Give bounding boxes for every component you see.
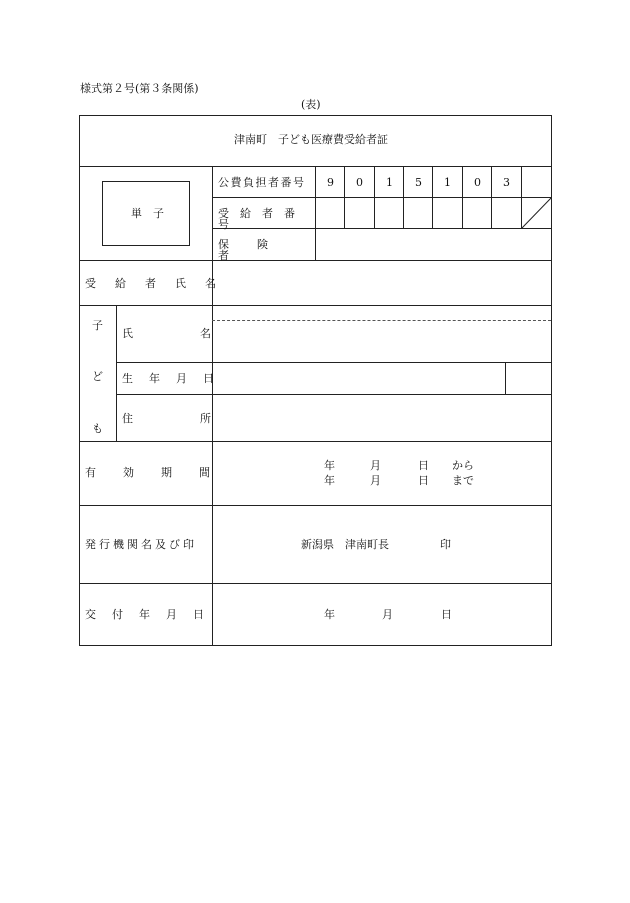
payer-digit: 1 [386,176,393,189]
issue-date-day: 日 [441,608,452,621]
row-divider [79,505,551,506]
child-column-divider [116,305,117,441]
side-label: (表) [301,98,321,111]
digit-divider [462,166,463,228]
table-border-bottom [79,645,551,646]
digit-divider [344,166,345,228]
issuer-label: 発行機関名及び印 [85,538,197,551]
row-divider [116,362,551,363]
digit-divider [491,166,492,228]
payer-digit: 0 [356,176,363,189]
table-border-right [551,115,552,646]
validity-from-suffix: から [452,459,474,472]
dashed-divider [212,320,551,321]
issue-date-year: 年 [324,608,335,621]
validity-to-day: 日 [418,474,429,487]
digit-divider [374,166,375,228]
issuer-name: 新潟県 津南町長 [301,538,389,551]
diagonal-strike [521,197,552,229]
child-name-label: 氏名 [122,327,278,340]
validity-from-month: 月 [370,459,381,472]
row-divider [79,260,551,261]
digit-divider [432,166,433,228]
label-column-divider [212,166,213,645]
child-label-char: ど [92,370,103,383]
child-label-char: も [92,422,103,435]
payer-digit: 0 [474,176,481,189]
row-divider [79,583,551,584]
payer-digit: 9 [327,176,334,189]
birth-date-divider [505,362,506,394]
table-border-left [79,115,80,645]
issuer-seal: 印 [440,538,451,551]
form-number: 様式第２号(第３条関係) [80,82,199,95]
table-border-top [79,115,551,116]
issue-date-month: 月 [382,608,393,621]
row-divider [116,394,551,395]
recipient-number-label: 受給者番号 [218,207,306,231]
birth-date-label: 生年月日 [122,372,230,385]
recipient-name-label: 受給者氏名 [85,277,235,290]
payer-digit: 5 [415,176,422,189]
validity-label: 有効期間 [85,466,237,479]
insurer-label: 保険者 [218,238,296,262]
address-label: 住所 [122,412,278,425]
validity-from-year: 年 [324,459,335,472]
row-divider [79,305,551,306]
row-divider [79,441,551,442]
validity-to-year: 年 [324,474,335,487]
payer-number-label: 公費負担者番号 [218,176,306,189]
child-label-char: 子 [92,319,103,332]
photo-box-label: 単 子 [131,207,164,220]
payer-digit: 3 [503,176,510,189]
row-divider [212,197,551,198]
digit-divider [403,166,404,228]
validity-from-day: 日 [418,459,429,472]
certificate-title: 津南町 子ども医療費受給者証 [234,133,388,146]
payer-digit: 1 [444,176,451,189]
issue-date-label: 交付年月日 [85,608,220,621]
validity-to-suffix: まで [452,474,474,487]
validity-to-month: 月 [370,474,381,487]
